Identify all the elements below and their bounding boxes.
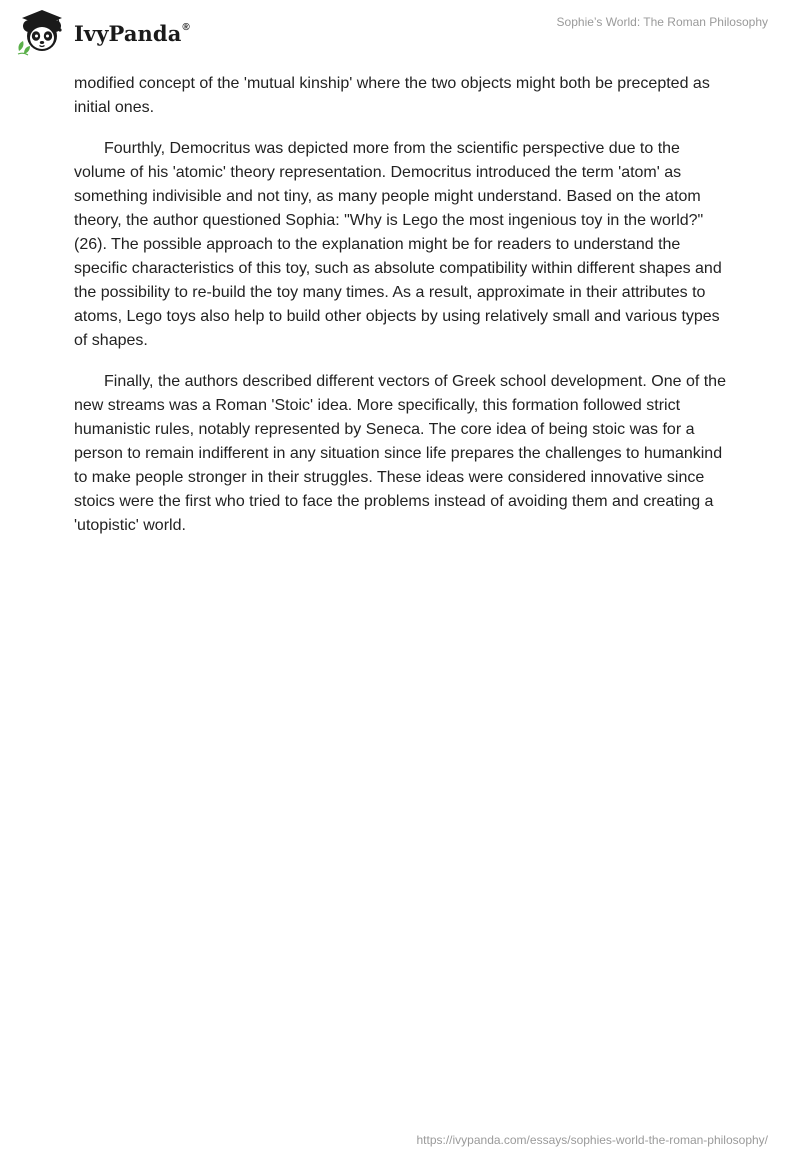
paragraph-democritus: Fourthly, Democritus was depicted more from the scientific perspective due to the volume of his 'atomic' theory representation. Democritus introduced the term 'atom' as something indivisible and not tiny, as many people might understand. Based on the atom theory, the author questioned Sophia: "Why is Lego the most ingenious toy in the world?" (26). The possible approach to the explanation might be for readers to understand the specific characteristics of this toy, such as absolute compatibility within different shapes and the possibility to re-build the toy many times. As a result, approximate in their attributes to atoms, Lego toys also help to build other objects by using relatively small and various types of shapes. [74, 140, 722, 349]
essay-body [74, 72, 730, 555]
document-title: Sophie’s World: The Roman Philosophy [556, 15, 768, 29]
panda-graduate-icon [14, 7, 72, 57]
brand-name-text: IvyPanda [74, 20, 182, 46]
paragraph-continuation: modified concept of the 'mutual kinship' where the two objects might both be precepted as initial ones. [74, 75, 710, 116]
brand-name [74, 21, 190, 46]
brand-registered-mark: ® [182, 21, 190, 33]
source-url[interactable]: https://ivypanda.com/essays/sophies-world-the-roman-philosophy/ [416, 1133, 768, 1147]
paragraph-stoic: Finally, the authors described different vectors of Greek school development. One of the new streams was a Roman 'Stoic' idea. More specifically, this formation followed strict humanistic rules, notably represented by Seneca. The core idea of being stoic was for a person to remain indifferent in any situation since life prepares the challenges to humankind to make people stronger in their struggles. These ideas were considered innovative since stoics were the first who tried to face the problems instead of avoiding them and creating a 'utopistic' world. [74, 373, 726, 534]
page-header [0, 0, 800, 70]
ivypanda-logo[interactable] [14, 7, 190, 57]
